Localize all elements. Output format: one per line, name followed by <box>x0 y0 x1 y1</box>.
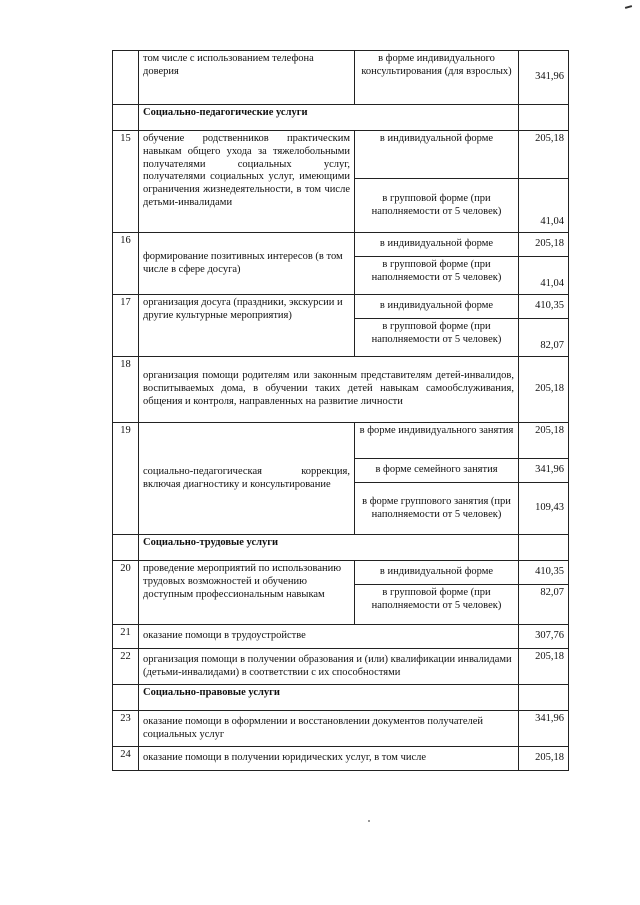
service-name: организация помощи в получении образования и (или) квалификации инвалидами (детьми-инвалидами) в соответствии с их способностями <box>139 649 519 685</box>
service-price: 307,76 <box>519 625 569 649</box>
service-price: 41,04 <box>519 179 569 233</box>
service-price: 341,96 <box>519 459 569 483</box>
section-row <box>113 105 569 131</box>
row-number <box>113 51 139 105</box>
service-form: в групповой форме (при наполняемости от 5 человек) <box>355 319 519 357</box>
service-price: 109,43 <box>519 483 569 535</box>
scan-speck <box>368 820 370 822</box>
service-price: 205,18 <box>519 357 569 423</box>
row-number: 24 <box>113 747 139 771</box>
service-name: том числе с использованием телефона доверия <box>139 51 355 105</box>
service-name: оказание помощи в получении юридических услуг, в том числе <box>139 747 519 771</box>
row-number: 20 <box>113 561 139 625</box>
row-number: 21 <box>113 625 139 649</box>
service-price: 205,18 <box>519 131 569 179</box>
service-form: в форме группового занятия (при наполняемости от 5 человек) <box>355 483 519 535</box>
service-name: обучение родственников практическим навыкам общего ухода за тяжелобольными получателями социальных услуг, получателями социальных услуг, имеющими ограничения жизнедеятельности, в том числе детьми-инвалидами <box>139 131 355 233</box>
service-form: в групповой форме (при наполняемости от 5 человек) <box>355 257 519 295</box>
table-row <box>113 131 569 179</box>
row-number: 16 <box>113 233 139 295</box>
row-number: 19 <box>113 423 139 535</box>
section-row <box>113 685 569 711</box>
table-row <box>113 711 569 747</box>
services-price-table <box>112 50 569 771</box>
table-row <box>113 295 569 319</box>
service-price: 41,04 <box>519 257 569 295</box>
service-name: оказание помощи в трудоустройстве <box>139 625 519 649</box>
service-price: 205,18 <box>519 649 569 685</box>
service-price: 82,07 <box>519 319 569 357</box>
service-form: в индивидуальной форме <box>355 131 519 179</box>
service-form: в форме индивидуального занятия <box>355 423 519 459</box>
service-name: формирование позитивных интересов (в том числе в сфере досуга) <box>139 233 355 295</box>
table-row <box>113 51 569 105</box>
service-form: в форме семейного занятия <box>355 459 519 483</box>
service-price: 341,96 <box>519 51 569 105</box>
service-form: в индивидуальной форме <box>355 561 519 585</box>
service-name: проведение мероприятий по использованию трудовых возможностей и обучению доступным профессиональным навыкам <box>139 561 355 625</box>
table-row <box>113 357 569 423</box>
service-name: оказание помощи в оформлении и восстановлении документов получателей социальных услуг <box>139 711 519 747</box>
table-row <box>113 561 569 585</box>
service-form: в индивидуальной форме <box>355 295 519 319</box>
row-number: 18 <box>113 357 139 423</box>
service-form: в групповой форме (при наполняемости от 5 человек) <box>355 179 519 233</box>
scan-mark <box>625 5 632 9</box>
service-price: 341,96 <box>519 711 569 747</box>
service-price: 205,18 <box>519 423 569 459</box>
row-number: 23 <box>113 711 139 747</box>
service-price: 82,07 <box>519 585 569 625</box>
table-row <box>113 649 569 685</box>
service-name: организация помощи родителям или законным представителям детей-инвалидов, воспитываемых дома, в обучении таких детей навыкам самообслуживания, общения и контроля, направленных на развитие личности <box>139 357 519 423</box>
service-name: социально-педагогическая коррекция, включая диагностику и консультирование <box>139 423 355 535</box>
row-number: 17 <box>113 295 139 357</box>
service-form: в индивидуальной форме <box>355 233 519 257</box>
service-price: 205,18 <box>519 747 569 771</box>
row-number: 15 <box>113 131 139 233</box>
table-row <box>113 423 569 459</box>
service-form: в групповой форме (при наполняемости от 5 человек) <box>355 585 519 625</box>
service-form: в форме индивидуального консультирования (для взрослых) <box>355 51 519 105</box>
service-name: организация досуга (праздники, экскурсии и другие культурные мероприятия) <box>139 295 355 357</box>
service-price: 205,18 <box>519 233 569 257</box>
service-price: 410,35 <box>519 561 569 585</box>
section-row <box>113 535 569 561</box>
section-title: Социально-правовые услуги <box>139 685 519 711</box>
section-title: Социально-трудовые услуги <box>139 535 519 561</box>
table-row <box>113 747 569 771</box>
row-number: 22 <box>113 649 139 685</box>
table-row <box>113 625 569 649</box>
section-title: Социально-педагогические услуги <box>139 105 519 131</box>
table-row <box>113 233 569 257</box>
service-price: 410,35 <box>519 295 569 319</box>
